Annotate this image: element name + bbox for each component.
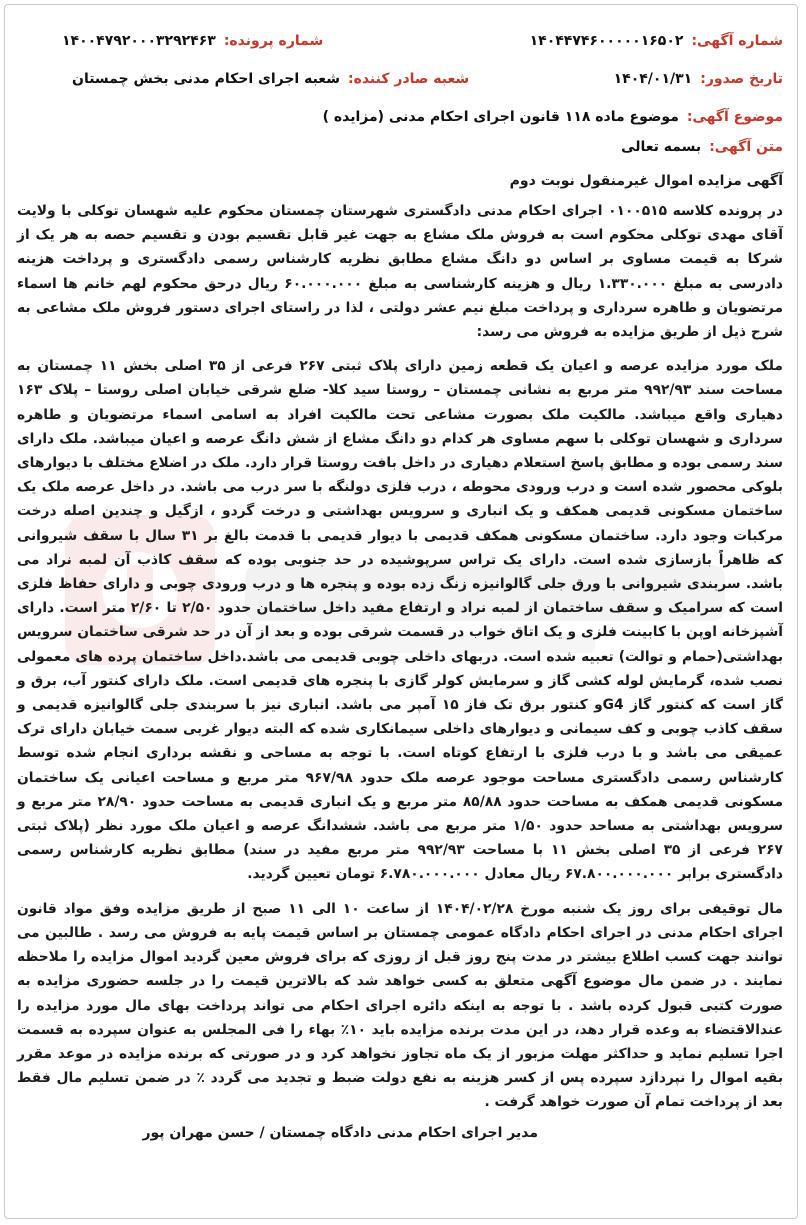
- subject-value: موضوع ماده ۱۱۸ قانون اجرای احکام مدنی (مزایده ): [322, 109, 679, 125]
- paragraph-case: در پرونده کلاسه ۰۱۰۰۵۱۵ اجرای احکام مدنی دادگستری شهرستان چمستان محکوم علیه شهسان توکلی با ولایت آقای مهدی توکلی محکوم است به فروش ملک مشاع به جهت غیر قابل تقسیم بودن و تقسیم حصه به هر یک از شرکا به قیمت مساوی بر اساس دو دانگ مشاع مطابق نظریه کارشناس رسمی دادگستری و پرداخت هزینه دادرسی به مبلغ ۱.۳۳۰.۰۰۰ ریال و هزینه کارشناسی به مبلغ ۶۰.۰۰۰.۰۰۰ ریال درحق محکوم لهم خانم ها اسماء مرتضویان و طاهره سرداری و پرداخت مبلغ نیم عشر دولتی ، لذا در راستای اجرای دستور فروش ملک مشاعی به شرح ذیل از طریق مزایده به فروش می رسد:: [17, 203, 783, 341]
- ad-number-label: شماره آگهی:: [691, 33, 783, 49]
- paragraph-property: ملک مورد مزایده عرصه و اعیان یک قطعه زمین دارای پلاک ثبتی ۲۶۷ فرعی از ۳۵ اصلی بخش ۱۱ چمستان به مساحت سند ۹۹۲/۹۳ متر مربع به نشانی چمستان – روستا سید کلا- ضلع شرقی خیابان اصلی روستا – پلاک ۱۶۳ دهیاری واقع میباشد. مالکیت ملک بصورت مشاعی تحت مالکیت افراد به اسامی اسماء مرتضویان و طاهره سرداری و شهسان توکلی با سهم مساوی هر کدام دو دانگ مشاع از شش دانگ عرصه و اعیان میباشد. ملک دارای سند رسمی بوده و مطابق پاسخ استعلام دهیاری در داخل بافت روستا قرار دارد. ملک در اضلاع مختلف با دیوارهای بلوکی محصور شده است و درب ورودی محوطه ، درب فلزی دولنگه با سر درب می باشد. در داخل عرصه ملک یک ساختمان مسکونی قدیمی همکف و یک انباری و سرویس بهداشتی و درخت گردو ، ازگیل و چندین اصله درخت مرکبات وجود دارد. ساختمان مسکونی همکف قدیمی با دیوار قدیمی با قدمت بالغ بر ۳۱ سال با سقف شیروانی که ظاهراً بازسازی شده است. دارای یک تراس سرپوشیده در حد جنوبی بوده که سقف کاذب آن لمبه نراد می باشد. سربندی شیروانی با ورق جلی گالوانیزه زنگ زده بوده و پنجره ها و درب ورودی چوبی و دارای حفاظ فلزی است که سرامیک و سقف ساختمان از لمبه نراد و ارتفاع مفید داخل ساختمان حدود ۲/۵۰ تا ۲/۶۰ متر است. دارای آشپزخانه اوپن با کابینت فلزی و یک اتاق خواب در قسمت شرقی بوده و بعد از آن در حد شرقی ساختمان سرویس بهداشتی(حمام و توالت) تعبیه شده است. دربهای داخلی چوبی قدیمی می باشد.داخل ساختمان پرده های معمولی نصب شده، گرمایش لوله کشی گاز و سرمایش کولر گازی با پنجره های قدیمی است. ملک دارای کنتور آب، برق و گاز است که کنتور گاز G4و کنتور برق تک فاز ۱۵ آمپر می باشد. انباری نیز با سربندی جلی گالوانیزه قدیمی و سقف کاذب چوبی و کف سیمانی و دیوارهای داخلی سیمانکاری شده که البته دیوار غربی سمت خیابان دارای ترک عمیقی می باشد و با درب فلزی با ارتفاع کوتاه است. با توجه به مساحی و نقشه برداری انجام شده توسط کارشناس رسمی دادگستری مساحت موجود عرصه ملک حدود ۹۶۷/۹۸ متر مربع و مساحت اعیانی یک ساختمان مسکونی قدیمی همکف به مساحت حدود ۸۵/۸۸ متر مربع و یک انباری قدیمی به مساحت حدود ۲۸/۹۰ متر مربع و سرویس بهداشتی به مساحد حدود ۱/۵۰ متر مربع می باشد. ششدانگ عرصه و اعیان ملک مورد نظر (پلاک ثبتی ۲۶۷ فرعی از ۳۵ اصلی بخش ۱۱ با مساحت ۹۹۲/۹۳ متر مربع مفید در سند) مطابق نظریه کارشناس رسمی دادگستری برابر ۶۷.۸۰۰.۰۰۰.۰۰۰ ریال معادل ۶.۷۸۰.۰۰۰.۰۰۰ تومان تعیین گردید.: [17, 358, 784, 883]
- intro-label: متن آگهی:: [709, 139, 783, 155]
- header-row-date-issuer: [17, 71, 783, 87]
- case-number-label: شماره پرونده:: [223, 33, 324, 49]
- header-row-numbers: [17, 33, 783, 49]
- case-number: [62, 33, 323, 49]
- notice-title: آگهی مزایده اموال غیرمنقول نوبت دوم: [509, 173, 783, 189]
- ad-number: [530, 33, 783, 49]
- issue-date: [614, 71, 783, 87]
- case-number-value: ۱۴۰۰۴۷۹۲۰۰۰۳۲۹۲۴۶۳: [62, 33, 216, 49]
- notice-intro: [17, 139, 783, 155]
- subject-label: موضوع آگهی:: [686, 109, 783, 125]
- intro-value: بسمه تعالی: [621, 139, 702, 155]
- notice-content: [17, 33, 783, 1141]
- issue-date-label: تاریخ صدور:: [700, 71, 783, 87]
- paragraph-auction-terms: مال توقیفی برای روز یک شنبه مورخ ۱۴۰۴/۰۲/۲۸ از ساعت ۱۰ الی ۱۱ صبح از طریق مزایده وفق مواد قانون اجرای احکام مدنی در اجرای احکام دادگاه عمومی چمستان بر اساس قیمت پایه به فروش می رسد . طالبین می توانند جهت کسب اطلاع بیشتر در مدت پنج روز قبل از روزی که برای فروش معین گردید اموال مزایده را ملاحظه نمایند . در ضمن مال موضوع آگهی متعلق به کسی خواهد شد که بالاترین قیمت را در جلسه حضوری مزایده به صورت کتبی قبول کرده باشد . با توجه به اینکه دائره اجرای احکام می تواند پرداخت بهای مال مورد مزایده را عندالاقتضاء به وعده قرار دهد، در این مدت برنده مزایده باید ۱۰٪ بهاء را فی المجلس به عنوان سپرده به قسمت اجرا تسلیم نماید و حداکثر مهلت مزبور از یک ماه تجاوز نخواهد کرد و در صورتی که برنده مزایده در موعد مقرر بقیه اموال را نپردازد سپرده پس از کسر هزینه به نفع دولت ضبط و تجدید می گردد ٪ در ضمن تسلیم مال فقط بعد از پرداخت تمام آن صورت خواهد گرفت .: [17, 900, 784, 1111]
- issuer-value: شعبه اجرای احکام مدنی بخش چمستان: [72, 71, 340, 87]
- document-frame: [4, 4, 798, 1219]
- issue-date-value: ۱۴۰۴/۰۱/۳۱: [613, 71, 693, 87]
- signature: مدیر اجرای احکام مدنی دادگاه چمستان / حسن مهران پور: [142, 1124, 538, 1141]
- ad-number-value: ۱۴۰۴۴۷۴۶۰۰۰۰۰۱۶۵۰۲: [529, 33, 684, 49]
- issuer: [72, 71, 469, 87]
- issuer-label: شعبه صادر کننده:: [347, 71, 470, 87]
- notice-subject: [17, 109, 783, 125]
